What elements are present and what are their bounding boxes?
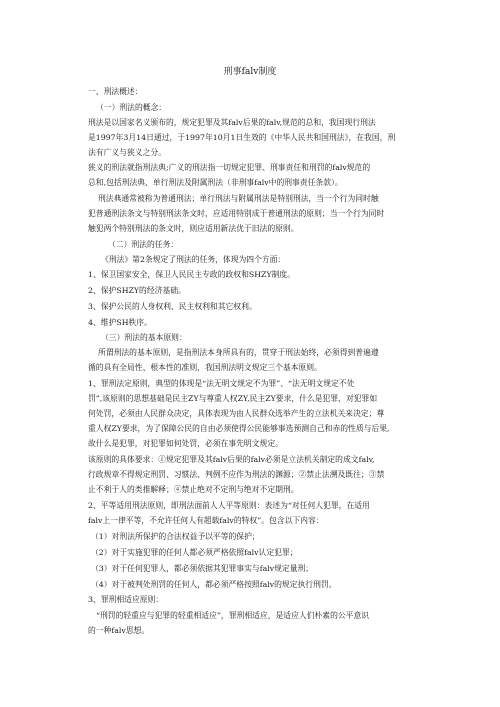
list-item: （2）对于实施犯罪的任何人都必须严格依照falv认定犯罪； <box>91 548 298 557</box>
paragraph-line: 行政规章不得规定刑罚、习惯法、判例不应作为刑法的渊源；②禁止法溯及既往；③禁 <box>88 470 385 479</box>
paragraph-line: 2、平等适用刑法原则，即刑法面前人人平等原则：表述为“对任何人犯罪，在适用 <box>88 501 370 510</box>
paragraph-line: falv上一律平等，不允许任何人有超载falv的特权”。包含以下内容： <box>88 516 324 525</box>
paragraph-line: 犯普通刑法条文与特别刑法条文时，应适用特别成于普通刑法的原则；当一个行为同时 <box>88 209 385 218</box>
paragraph-line: 狭义的刑法就指刑法典;广义的刑法指一切规定犯罪、刑事责任和刑罚的falv规范的 <box>88 163 371 172</box>
paragraph-line: 罚”,该原则的思想基础是民主ZY与尊重人权ZY,民主ZY要求，什么是犯罪，对犯罪如 <box>88 394 378 403</box>
list-item: （1）对刑法所保护的合法权益予以平等的保护； <box>91 532 260 541</box>
paragraph-line: 刑法是以国家名义颁布的，规定犯罪及其falv后果的falv,规范的总和，我国现行刑法 <box>88 118 376 127</box>
section-heading: 一、刑法概述： <box>88 87 143 96</box>
document-title: 刑事falv制度 <box>223 67 277 77</box>
subsection-heading: 3、罪刑相适应原则： <box>88 595 164 604</box>
paragraph-line: 重人权ZY要求，为了保障公民的自由必须使得公民能够事选预测自己和赤的性质与后果, <box>88 424 390 433</box>
paragraph-line: 法有广义与狭义之分。 <box>88 148 166 157</box>
paragraph-line: 1、罪刑法定原则，典型的体现是“法无明文规定不为罪”、“法无明文规定不处 <box>88 379 355 388</box>
paragraph-line: 的一种falv思想。 <box>88 626 150 635</box>
list-item: 3、保护公民的人身权利、民主权利和其它权利。 <box>88 302 257 311</box>
paragraph-line: 刑法典通常被称为普通刑法；单行刑法与附属刑法是特别刑法，当一个行为同时触 <box>98 194 379 203</box>
paragraph-line: 所谓刑法的基本原则，是指刑法本身所具有的，贯穿于刑法始终，必须得到普遍遵 <box>98 348 379 357</box>
paragraph-line: 循的具有全局性、根本性的准则，我国刑法明文规定三个基本原则。 <box>88 363 322 372</box>
list-item: 2、保护SHZY的经济基础。 <box>88 286 186 295</box>
paragraph-line: 故什么是犯罪，对犯罪如何处罚，必须在事先明文规定。 <box>88 439 283 448</box>
paragraph-line: 何处罚，必须由人民群众决定，具体表现为由人民群众选举产生的立法机关来决定；尊 <box>88 409 385 418</box>
list-item: （3）对于任何犯罪人，都必须依据其犯罪事实与falv规定量刑； <box>91 564 314 573</box>
paragraph-line: “刑罚的轻重应与犯罪的轻重相适应”，罪刑相适应，是适应人们朴素的公平意识 <box>96 611 370 620</box>
paragraph-line: 《刑法》第2条规定了刑法的任务，体现为四个方面： <box>101 255 286 264</box>
subsection-heading: （三）刑法的基本原则： <box>101 333 187 342</box>
paragraph-line: 是1997年3月14日通过，于1997年10月1日生效的《中华人民共和国刑法》，在我国，刑 <box>88 133 396 142</box>
paragraph-line: 触犯两个特别刑法的条文时，则应适用新法优于旧法的原则。 <box>88 224 299 233</box>
list-item: （4）对于被判处刑罚的任何人，都必须严格按照falv的规定执行刑罚。 <box>91 580 337 589</box>
paragraph-line: 总和,包括刑法典、单行刑法及附属刑法（非刑事falv中的刑事责任条款）。 <box>88 178 343 187</box>
list-item: 4、维护SH秩序。 <box>88 318 152 327</box>
subsection-heading: （一）刑法的概念： <box>96 103 167 112</box>
subsection-heading: （二）刑法的任务： <box>108 240 179 249</box>
paragraph-line: 止不利于人的类推解释；④禁止绝对不定刑与绝对不定期刑。 <box>88 485 299 494</box>
list-item: 1、保卫国家安全，保卫人民民主专政的政权和SHZY制度。 <box>88 270 295 279</box>
paragraph-line: 该原则的具体要求：①规定犯罪及其falv后果的falv必须是立法机关制定的成文falv, <box>88 455 375 464</box>
